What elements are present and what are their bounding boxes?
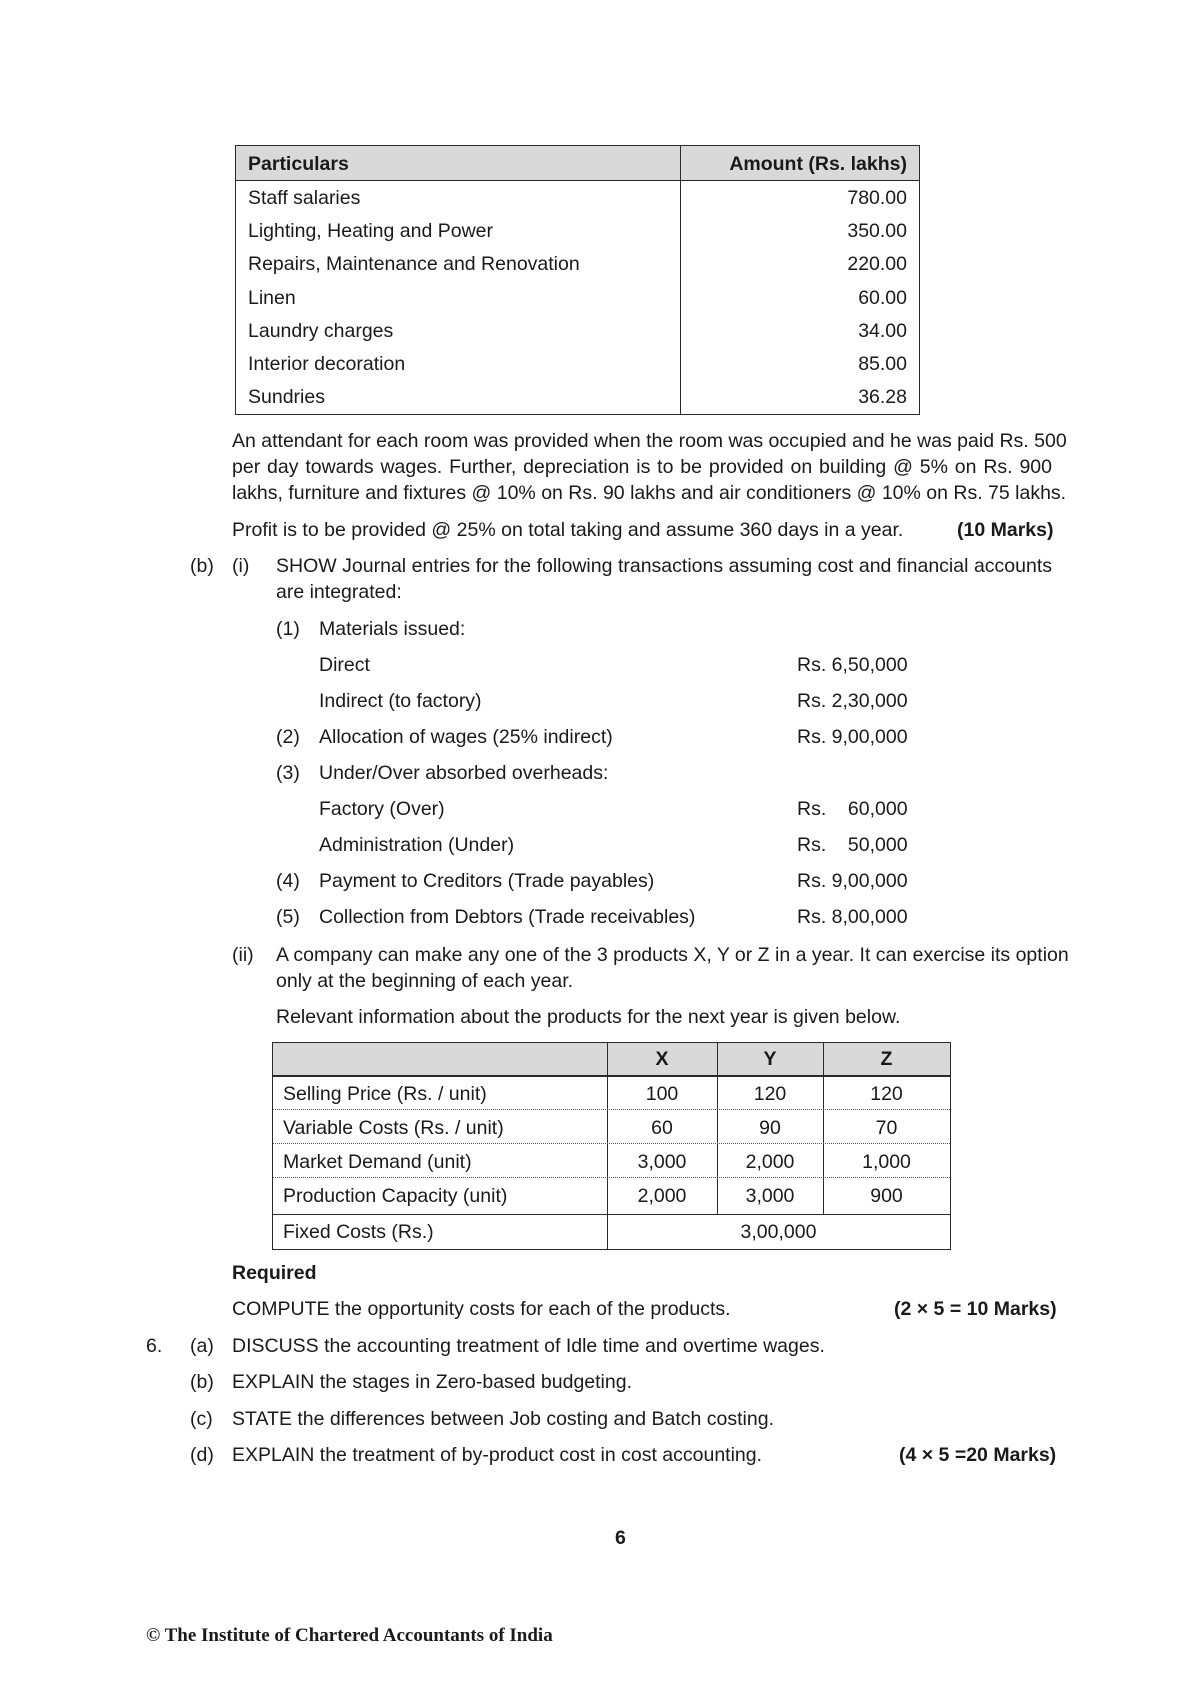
table-cell: 100 (645, 1083, 679, 1105)
profit-text: Profit is to be provided @ 25% on total taking and assume 360 days in a year. (232, 519, 904, 541)
marks-label: (2 × 5 = 10 Marks) (894, 1298, 1057, 1320)
entry-text: Direct (319, 654, 370, 676)
entry-amount: Rs. 50,000 (797, 834, 908, 856)
table-row-label: Staff salaries (248, 187, 361, 209)
list-item: STATE the differences between Job costing and Batch costing. (232, 1408, 774, 1430)
question-label-ii: (ii) (232, 944, 254, 966)
question-label-i: (i) (232, 555, 250, 577)
table-cell: 3,000 (637, 1151, 687, 1173)
entry-text: Materials issued: (319, 618, 466, 640)
marks-label: (4 × 5 =20 Marks) (899, 1444, 1057, 1466)
table-row-label: Production Capacity (unit) (283, 1185, 508, 1207)
required-heading: Required (232, 1262, 317, 1284)
table-cell: 90 (759, 1117, 781, 1139)
table-row-label: Sundries (248, 386, 325, 408)
column-header: Z (880, 1048, 893, 1070)
copyright-footer: © The Institute of Chartered Accountants of India (146, 1625, 553, 1646)
marks-label: (10 Marks) (957, 519, 1054, 541)
entry-text: Collection from Debtors (Trade receivables) (319, 906, 696, 928)
list-item: DISCUSS the accounting treatment of Idle time and overtime wages. (232, 1335, 825, 1357)
required-text: COMPUTE the opportunity costs for each of the products. (232, 1298, 731, 1320)
entry-text: Allocation of wages (25% indirect) (319, 726, 613, 748)
entry-number: (5) (276, 906, 300, 928)
expense-table (235, 145, 920, 415)
products-table (272, 1042, 951, 1250)
question-text: SHOW Journal entries for the following transactions assuming cost and financial accounts (276, 555, 1052, 577)
table-row-label: Linen (248, 287, 296, 309)
table-row-value: 350.00 (847, 220, 907, 242)
table-cell: 70 (875, 1117, 898, 1139)
question-text: are integrated: (276, 581, 402, 603)
table-row-label: Variable Costs (Rs. / unit) (283, 1117, 504, 1139)
column-header: Y (763, 1048, 777, 1070)
table-cell: 120 (753, 1083, 787, 1105)
entry-amount: Rs. 60,000 (797, 798, 908, 820)
table-row-label: Fixed Costs (Rs.) (283, 1221, 434, 1243)
paragraph-line: An attendant for each room was provided when the room was occupied and he was paid Rs. 500 (232, 430, 1067, 452)
question-text: A company can make any one of the 3 products X, Y or Z in a year. It can exercise its option (276, 944, 1069, 966)
table-row-label: Lighting, Heating and Power (248, 220, 493, 242)
paragraph-line: per day towards wages. Further, depreciation is to be provided on building @ 5% on Rs. 900 (232, 456, 1052, 478)
list-item: EXPLAIN the treatment of by-product cost in cost accounting. (232, 1444, 763, 1466)
entry-text: Indirect (to factory) (319, 690, 482, 712)
table-cell: 60 (651, 1117, 673, 1139)
entry-text: Factory (Over) (319, 798, 445, 820)
table-cell: 120 (870, 1083, 903, 1105)
paragraph-line: lakhs, furniture and fixtures @ 10% on Rs. 90 lakhs and air conditioners @ 10% on Rs. 75 lakhs. (232, 482, 1067, 504)
entry-amount: Rs. 9,00,000 (797, 870, 908, 892)
table-cell: 1,000 (862, 1151, 911, 1173)
entry-amount: Rs. 2,30,000 (797, 690, 908, 712)
list-item-label: (b) (190, 1371, 214, 1393)
entry-number: (3) (276, 762, 300, 784)
table-cell: 2,000 (745, 1151, 795, 1173)
list-item: EXPLAIN the stages in Zero-based budgeting. (232, 1371, 632, 1393)
table-cell: 2,000 (637, 1185, 687, 1207)
entry-text: Administration (Under) (319, 834, 515, 856)
list-item-label: (d) (190, 1444, 214, 1466)
list-item-label: (a) (190, 1335, 214, 1357)
table-row-label: Repairs, Maintenance and Renovation (248, 253, 580, 275)
entry-number: (1) (276, 618, 300, 640)
table-row-label: Market Demand (unit) (283, 1151, 472, 1173)
table-row-label: Laundry charges (248, 320, 394, 342)
table-row-value: 780.00 (847, 187, 907, 209)
entry-number: (4) (276, 870, 300, 892)
header-particulars: Particulars (248, 153, 349, 175)
question-text: only at the beginning of each year. (276, 970, 574, 992)
entry-amount: Rs. 6,50,000 (797, 654, 908, 676)
question-text: Relevant information about the products for the next year is given below. (276, 1006, 901, 1028)
entry-amount: Rs. 8,00,000 (797, 906, 908, 928)
entry-number: (2) (276, 726, 300, 748)
question-label-b: (b) (190, 555, 214, 577)
table-row-value: 85.00 (858, 353, 907, 375)
table-row-label: Interior decoration (248, 353, 406, 375)
entry-text: Under/Over absorbed overheads: (319, 762, 609, 784)
column-header: X (655, 1048, 669, 1070)
table-row-label: Selling Price (Rs. / unit) (283, 1083, 487, 1105)
entry-amount: Rs. 9,00,000 (797, 726, 908, 748)
table-row-value: 36.28 (858, 386, 907, 408)
table-row-value: 60.00 (858, 287, 907, 309)
table-cell: 900 (870, 1185, 903, 1207)
table-row-value: 220.00 (847, 253, 907, 275)
table-cell: 3,00,000 (740, 1221, 817, 1243)
header-amount: Amount (Rs. lakhs) (729, 153, 907, 175)
table-row-value: 34.00 (858, 320, 907, 342)
table-cell: 3,000 (745, 1185, 795, 1207)
page-number: 6 (615, 1527, 626, 1549)
list-item-label: (c) (190, 1408, 213, 1430)
question-number: 6. (146, 1335, 163, 1357)
entry-text: Payment to Creditors (Trade payables) (319, 870, 655, 892)
